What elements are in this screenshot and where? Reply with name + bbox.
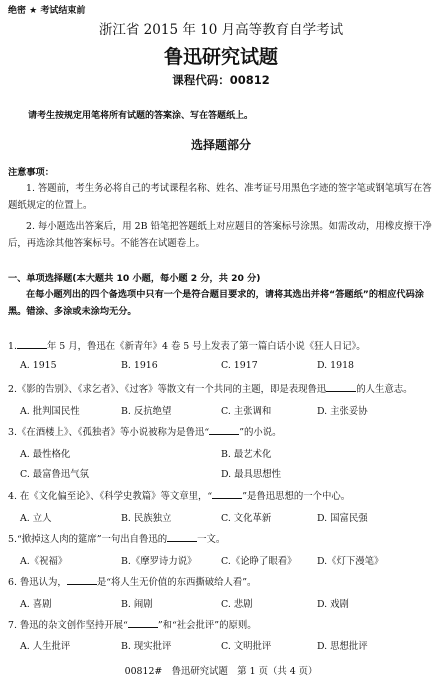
question-6	[8, 574, 438, 588]
option-c: C. 悲剧	[221, 599, 253, 610]
option-a: A. 最性格化	[20, 449, 71, 460]
answer-blank	[67, 575, 97, 585]
question-text-post: ”和“社会批评”的原则。	[157, 620, 257, 631]
answer-blank	[326, 382, 356, 392]
option-b: B. 闹剧	[121, 599, 153, 610]
option-b: B. 民族独立	[121, 513, 172, 524]
question-text-pre: 5.“掀掉这人肉的筵席”一句出自鲁迅的	[8, 534, 168, 545]
page-footer: 00812# 鲁迅研究试题 第 1 页（共 4 页）	[124, 666, 318, 677]
question-text-post: 的人生意志。	[356, 384, 413, 395]
option-b: B.《摩罗诗力说》	[121, 556, 197, 567]
question-2	[8, 381, 438, 395]
question-3	[8, 424, 438, 438]
question-text-post: 一文。	[197, 534, 226, 545]
option-d: D. 戏剧	[317, 599, 349, 610]
question-7	[8, 617, 438, 631]
option-c: C. 主张调和	[221, 406, 272, 417]
question-1	[8, 338, 438, 352]
secret-mark: 绝密 ★ 考试结束前	[8, 6, 86, 16]
part-title: 选择题部分	[190, 138, 251, 152]
question-text-post: ”是鲁迅思想的一个中心。	[242, 491, 351, 502]
exam-title: 浙江省 2015 年 10 月高等教育自学考试	[98, 22, 344, 38]
option-d: D. 主张妥协	[317, 406, 368, 417]
option-b: B. 最艺术化	[221, 449, 272, 460]
option-d: D. 思想批评	[317, 641, 368, 652]
option-b: B. 反抗绝望	[121, 406, 172, 417]
option-a: A. 立人	[20, 513, 52, 524]
precautions-heading: 注意事项：	[8, 167, 54, 178]
course-code: 课程代码：00812	[172, 73, 270, 87]
answer-blank	[212, 489, 242, 499]
option-d: D. 1918	[317, 360, 355, 371]
option-b: B. 1916	[121, 360, 158, 371]
answer-notice: 请考生按规定用笔将所有试题的答案涂、写在答题纸上。	[28, 111, 254, 121]
section-heading: 一、单项选择题(本大题共 10 小题，每小题 2 分，共 20 分)	[8, 273, 261, 284]
option-a: A. 喜剧	[20, 599, 52, 610]
option-a: A.《祝福》	[20, 556, 68, 567]
option-b: B. 现实批评	[121, 641, 172, 652]
option-d: D. 最具思想性	[221, 469, 282, 480]
question-text-pre: 4. 在《文化偏至论》、《科学史教篇》等文章里，“	[8, 491, 213, 502]
answer-blank	[209, 425, 239, 435]
option-d: D.《灯下漫笔》	[317, 556, 384, 567]
section-instruction: 在每小题列出的四个备选项中只有一个是符合题目要求的，请将其选出并将“答题纸”的相应代码涂黑。错涂、多涂或未涂均无分。	[8, 289, 424, 317]
option-c: C. 最富鲁迅气氛	[20, 469, 90, 480]
question-text-post: 是“将人生无价值的东西撕破给人看”。	[96, 577, 257, 588]
question-text-post: ”的小说。	[239, 427, 282, 438]
option-a: A. 批判国民性	[20, 406, 80, 417]
option-a: A. 1915	[20, 360, 57, 371]
option-c: C.《论睁了眼看》	[221, 556, 297, 567]
option-a: A. 人生批评	[20, 641, 71, 652]
answer-blank	[167, 532, 197, 542]
option-c: C. 1917	[221, 360, 258, 371]
option-c: C. 文明批评	[221, 641, 272, 652]
precaution-item-2: 2. 每小题选出答案后，用 2B 铅笔把答题纸上对应题目的答案标号涂黑。如需改动，用橡皮擦干净后，再选涂其他答案标号。不能答在试题卷上。	[8, 221, 432, 249]
question-text-pre: 2.《影的告别》、《求乞者》、《过客》等散文有一个共同的主题，即是表现鲁迅	[8, 384, 327, 395]
answer-blank	[128, 618, 158, 628]
option-d: D. 国富民强	[317, 513, 368, 524]
question-text-pre: 6. 鲁迅认为，	[8, 577, 67, 588]
answer-blank	[17, 339, 47, 349]
question-text-pre: 3.《在酒楼上》、《孤独者》等小说被称为是鲁迅“	[8, 427, 210, 438]
question-4	[8, 488, 438, 502]
precaution-item-1: 1. 答题前，考生务必将自己的考试课程名称、姓名、准考证号用黑色字迹的签字笔或钢笔填写在答题纸规定的位置上。	[8, 183, 432, 211]
subject-title: 鲁迅研究试题	[163, 46, 278, 68]
question-text-pre: 1.	[8, 341, 17, 352]
option-c: C. 文化革新	[221, 513, 272, 524]
question-text-post: 年 5 月，鲁迅在《新青年》4 卷 5 号上发表了第一篇白话小说《狂人日记》。	[46, 341, 366, 352]
question-text-pre: 7. 鲁迅的杂文创作坚持开展“	[8, 620, 128, 631]
question-5	[8, 531, 438, 545]
